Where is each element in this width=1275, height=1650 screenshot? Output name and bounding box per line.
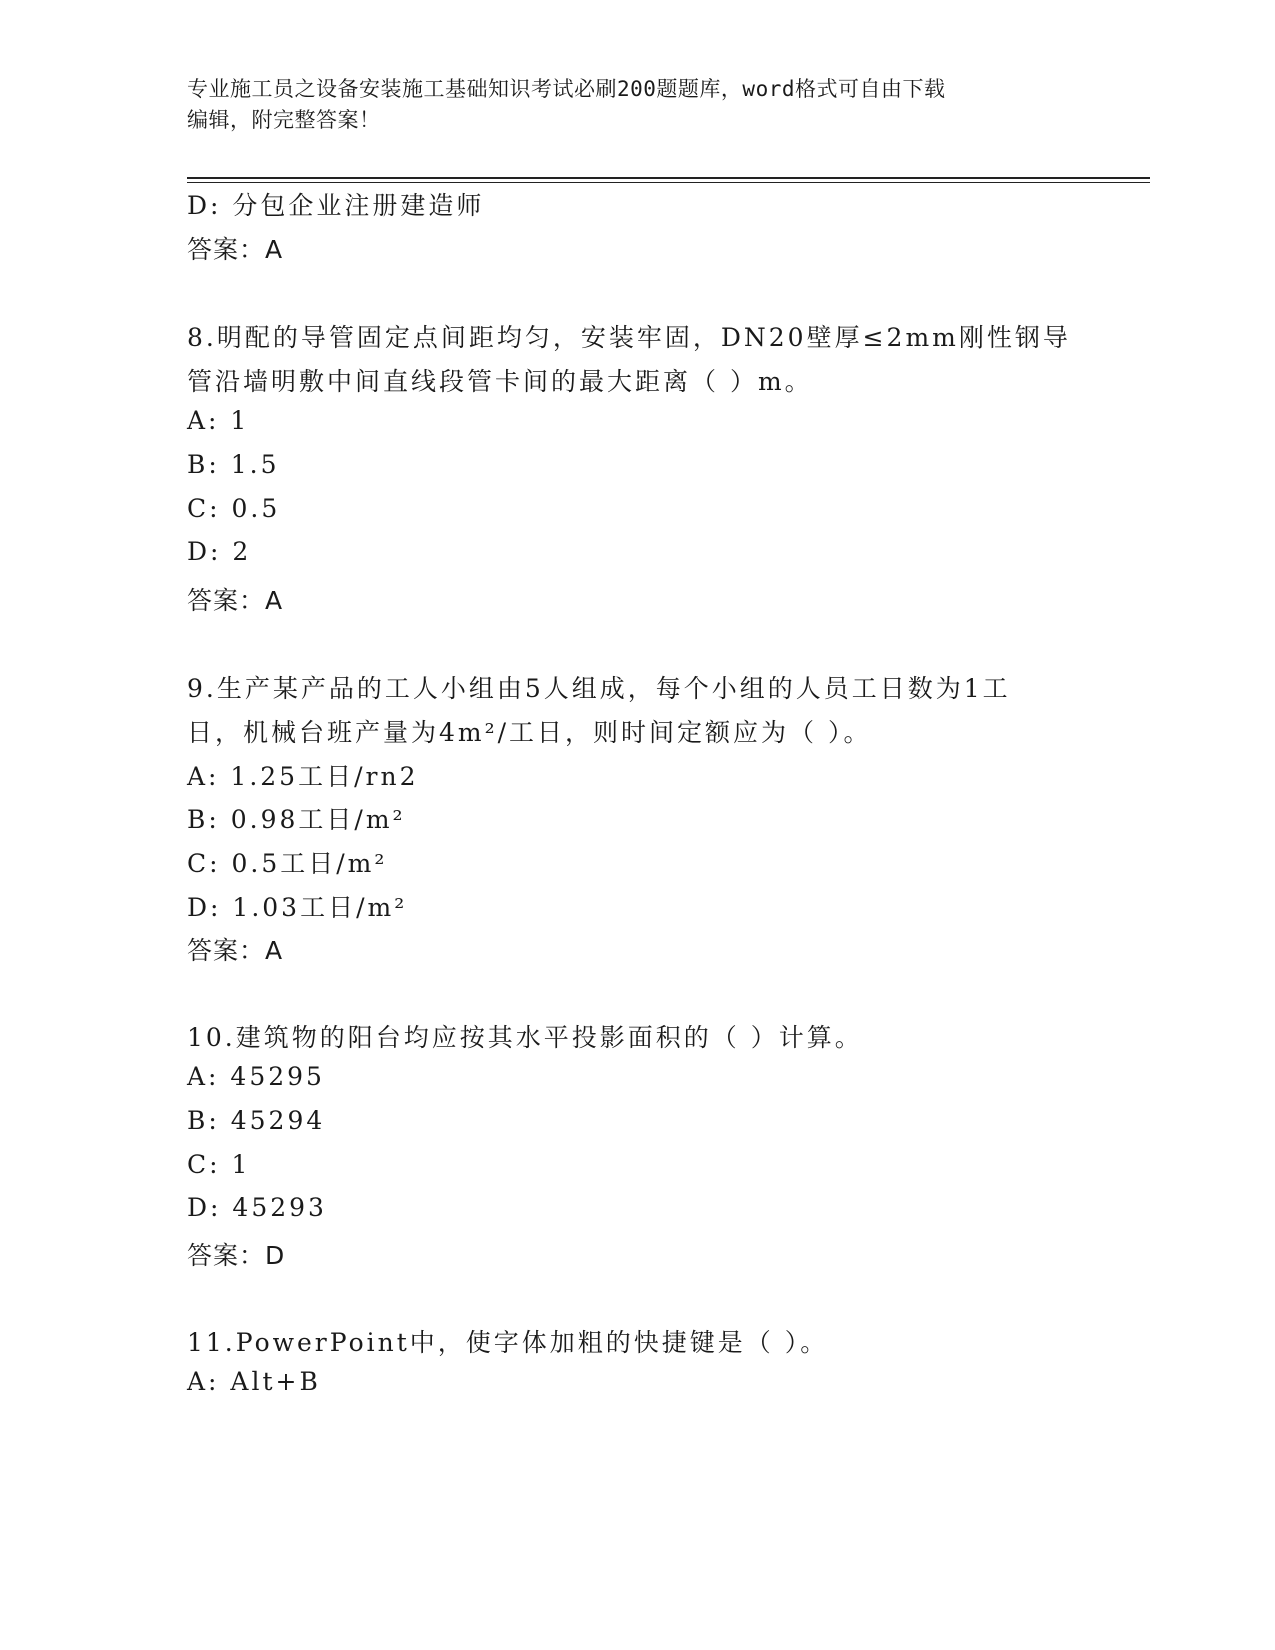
q10-option-b: B: 45294 [187,1106,326,1135]
q9-answer: 答案：A [187,936,284,965]
q8-option-a: A: 1 [187,406,250,435]
q10-option-d: D: 45293 [187,1193,327,1222]
q10-answer: 答案：D [187,1241,286,1270]
header-divider-thick [187,177,1150,179]
header-divider-thin [187,182,1150,183]
q8-answer: 答案：A [187,586,284,615]
q9-stem-line-2: 日，机械台班产量为4m²/工日，则时间定额应为（ ）。 [187,718,872,747]
q9-option-a: A: 1.25工日/rn2 [187,762,419,791]
document-header [187,74,1087,136]
q9-option-d: D: 1.03工日/m² [187,893,408,922]
header-title-line-1: 专业施工员之设备安装施工基础知识考试必刷200题题库，word格式可自由下载 [187,77,946,101]
q8-stem-line-1: 8.明配的导管固定点间距均匀，安装牢固，DN20壁厚≤2mm刚性钢导 [187,323,1071,352]
q11-option-a: A: Alt+B [187,1367,321,1396]
q10-option-a: A: 45295 [187,1062,325,1091]
q8-option-b: B: 1.5 [187,450,280,479]
q10-stem-line-1: 10.建筑物的阳台均应按其水平投影面积的（ ）计算。 [187,1023,863,1052]
q10-option-c: C: 1 [187,1150,251,1179]
q7-answer: 答案：A [187,235,284,264]
header-title-line-2: 编辑，附完整答案！ [187,108,381,132]
q9-option-c: C: 0.5工日/m² [187,849,388,878]
q11-stem-line-1: 11.PowerPoint中，使字体加粗的快捷键是（ ）。 [187,1328,829,1357]
q8-option-c: C: 0.5 [187,494,281,523]
q9-stem-line-1: 9.生产某产品的工人小组由5人组成，每个小组的人员工日数为1工 [187,674,1011,703]
q9-option-b: B: 0.98工日/m² [187,805,406,834]
q7-option-d: D: 分包企业注册建造师 [187,191,485,220]
q8-option-d: D: 2 [187,537,252,566]
q8-stem-line-2: 管沿墙明敷中间直线段管卡间的最大距离（ ）m。 [187,367,813,396]
